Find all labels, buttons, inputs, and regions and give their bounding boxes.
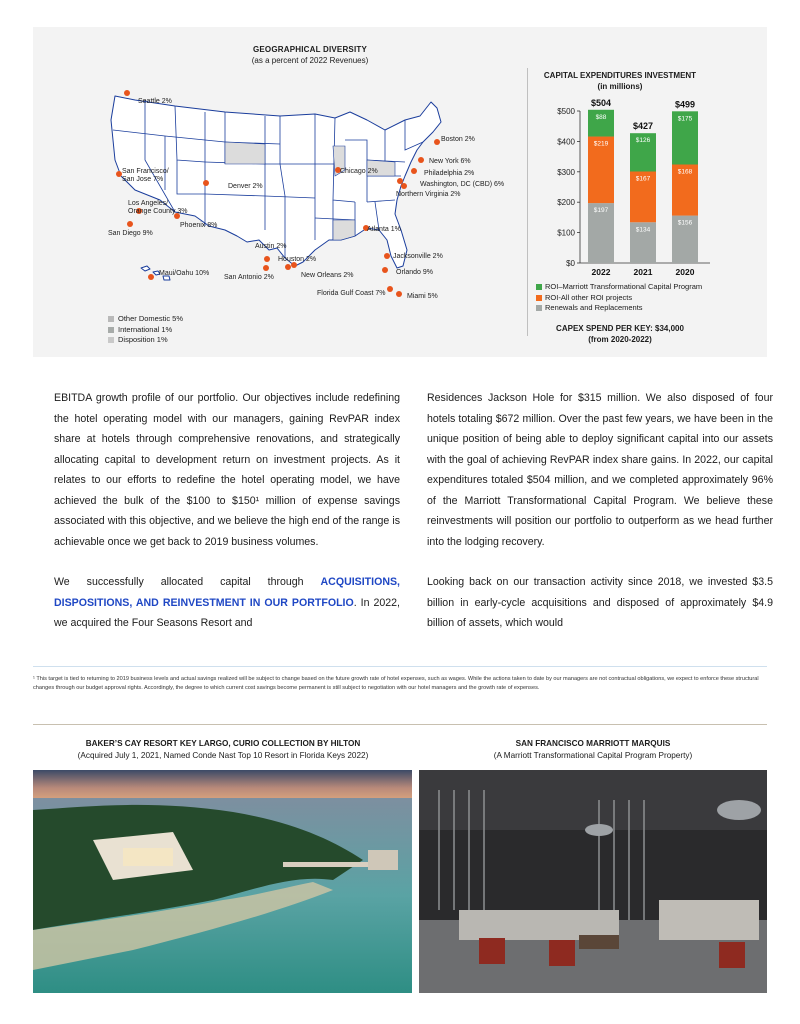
label-maui: Maui/Oahu 10% — [159, 270, 210, 277]
location-marker — [384, 253, 390, 259]
bar-value-label: $168 — [677, 168, 693, 176]
bar-value-label: $167 — [635, 175, 651, 183]
label-florida-gulf: Florida Gulf Coast 7% — [317, 290, 386, 297]
y-tick-label: $500 — [557, 107, 575, 116]
bar-total-label: $427 — [632, 121, 654, 132]
panel-divider — [527, 68, 528, 336]
label-boston: Boston 2% — [441, 136, 475, 143]
bar-value-label: $156 — [677, 219, 693, 227]
label-atlanta: Atlanta 1% — [367, 226, 401, 233]
bar-value-label: $219 — [593, 140, 609, 148]
label-denver: Denver 2% — [228, 183, 263, 190]
location-marker — [203, 180, 209, 186]
bar-total-label: $499 — [674, 99, 696, 110]
body-column-left — [54, 388, 400, 654]
x-tick-label: 2021 — [633, 267, 653, 277]
label-new-york: New York 6% — [429, 158, 471, 165]
y-tick-label: $0 — [566, 259, 575, 268]
y-tick-label: $300 — [557, 167, 575, 177]
bar-value-label: $126 — [635, 137, 651, 145]
location-marker — [396, 291, 402, 297]
section-divider — [33, 724, 767, 725]
legend-swatch — [536, 284, 542, 290]
legend-swatch — [108, 327, 114, 333]
x-tick-label: 2020 — [675, 267, 695, 277]
label-northern-virginia: Northern Virginia 2% — [396, 191, 461, 198]
paragraph: We successfully allocated capital through ACQUISITIONS, DISPOSITIONS, AND REINVESTMENT IN OUR PORTFOLIO. In 2022, we acquired the Four Seasons Resort and — [54, 576, 400, 629]
capex-legend-item: Renewals and Replacements — [536, 303, 702, 314]
y-tick-label: $100 — [557, 228, 575, 238]
location-marker — [418, 157, 424, 163]
map-legend-item: Disposition 1% — [108, 335, 183, 346]
legend-swatch — [108, 337, 114, 343]
bar-value-label: $175 — [677, 115, 693, 123]
label-los-angeles: Los Angeles/ Orange County 3% — [128, 200, 188, 215]
paragraph: Looking back on our transaction activity since 2018, we invested $3.5 billion in early-cycle acquisitions and disposed of approximately $4.9 billion of assets, which would — [427, 576, 773, 629]
label-jacksonville: Jacksonville 2% — [393, 253, 443, 260]
paragraph: EBITDA growth profile of our portfolio. Our objectives include redefining the hotel operating model with our managers, gaining RevPAR index share at hotels through comprehensive renovations, and strategically allocating capital to development return on investment projects. As it relates to our efforts to redefine the hotel operating model, we have achieved the bulk of the $100 to $150¹ million of expense savings associated with this objective, and we believe the high end of the range is achievable once we get back to 2019 business volumes. — [54, 392, 400, 548]
y-tick-label: $400 — [557, 137, 575, 147]
capex-chart — [540, 94, 710, 279]
bar-total-label: $504 — [590, 97, 612, 108]
resort-photo — [33, 770, 412, 993]
photo-caption-right: SAN FRANCISCO MARRIOTT MARQUIS (A Marriott Transformational Capital Program Property) — [493, 739, 693, 760]
bar-value-label: $134 — [635, 226, 651, 234]
label-seattle: Seattle 2% — [138, 98, 172, 105]
legend-swatch — [108, 316, 114, 322]
label-chicago: Chicago 2% — [340, 168, 378, 175]
location-marker — [387, 286, 393, 292]
map-title: GEOGRAPHICAL DIVERSITY (as a percent of 2022 Revenues) — [251, 45, 369, 65]
x-tick-label: 2022 — [591, 267, 611, 277]
label-new-orleans: New Orleans 2% — [301, 272, 354, 279]
label-washington: Washington, DC (CBD) 6% — [420, 181, 505, 188]
map-legend-item: Other Domestic 5% — [108, 314, 183, 325]
map-legend-item: International 1% — [108, 325, 183, 336]
photo-caption-left: BAKER’S CAY RESORT KEY LARGO, CURIO COLLECTION BY HILTON (Acquired July 1, 2021, Named Conde Nast Top 10 Resort in Florida Keys 2022) — [77, 739, 369, 760]
label-san-diego: San Diego 9% — [108, 230, 153, 237]
location-marker — [264, 256, 270, 262]
footnote-divider — [33, 666, 767, 667]
highlight-text: ACQUISITIONS, DISPOSITIONS, AND REINVESTMENT IN OUR PORTFOLIO — [54, 576, 400, 609]
capex-legend — [536, 282, 702, 314]
y-tick-label: $200 — [557, 198, 575, 208]
bar-value-label: $88 — [595, 113, 607, 121]
chart-title: CAPITAL EXPENDITURES INVESTMENT (in millions) — [543, 71, 697, 91]
bar-value-label: $197 — [593, 207, 609, 215]
lobby-photo — [419, 770, 767, 993]
label-phoenix: Phoenix 8% — [180, 222, 218, 229]
location-marker — [124, 90, 130, 96]
location-marker — [401, 183, 407, 189]
location-marker — [411, 168, 417, 174]
capex-per-key: CAPEX SPEND PER KEY: $34,000 (from 2020-2022) — [556, 324, 684, 344]
location-marker — [148, 274, 154, 280]
location-marker — [434, 139, 440, 145]
location-marker — [382, 267, 388, 273]
location-marker — [263, 265, 269, 271]
label-austin: Austin 2% — [255, 243, 287, 250]
capex-legend-item: ROI-All other ROI projects — [536, 293, 702, 304]
label-san-antonio: San Antonio 2% — [224, 274, 274, 281]
location-marker — [127, 221, 133, 227]
label-houston: Houston 2% — [278, 256, 317, 263]
capex-legend-item: ROI–Marriott Transformational Capital Program — [536, 282, 702, 293]
paragraph: Residences Jackson Hole for $315 million. We also disposed of four hotels totaling $672 million. Over the past few years, we have been in the unique position of being able to deploy significant capital into our assets with the goal of achieving RevPAR index share gains. In 2022, our capital expenditures totaled $504 million, and we completed approximately 96% of the Marriott Transformational Capital Program. We believe these reinvestments will position our portfolio to outperform as we head further into the lodging recovery. — [427, 392, 773, 548]
label-philadelphia: Philadelphia 2% — [424, 170, 475, 177]
legend-swatch — [536, 295, 542, 301]
label-san-francisco: San Francisco/ San Jose 7% — [122, 168, 169, 183]
footnote: ¹ This target is tied to returning to 2019 business levels and actual savings realized will be subject to change based on the future growth rate of hotel expenses, such as wages. While the actions taken to date by our managers are not contractual obligations, we expect to enforce these structural changes through our budget approval rights. Accordingly, the degree to which current cost savings become permanent is still subject to negotiation with our hotel managers and the growth rate of expenses. — [33, 676, 759, 691]
label-miami: Miami 5% — [407, 293, 438, 300]
map-legend — [108, 314, 183, 346]
body-column-right — [427, 388, 773, 654]
label-orlando: Orlando 9% — [396, 269, 433, 276]
legend-swatch — [536, 305, 542, 311]
